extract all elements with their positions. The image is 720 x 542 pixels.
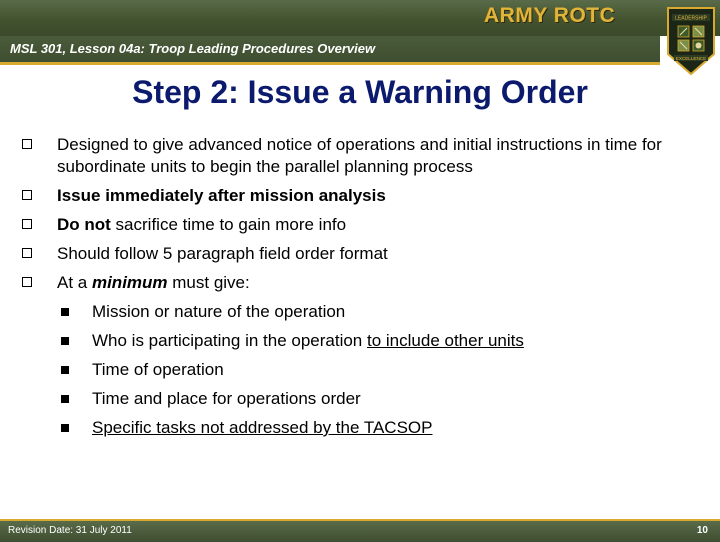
bullet-text: sacrifice time to gain more info — [110, 215, 347, 234]
bullet-text: must give: — [167, 273, 250, 292]
sub-bullet-text: Time and place for operations order — [92, 389, 361, 408]
filled-square-bullet-icon — [61, 366, 69, 374]
svg-text:LEADERSHIP: LEADERSHIP — [675, 15, 707, 22]
list-item — [0, 185, 720, 207]
top-banner — [0, 0, 720, 36]
sub-bullet-text: Mission or nature of the operation — [92, 302, 346, 321]
filled-square-bullet-icon — [61, 337, 69, 345]
list-item — [0, 243, 720, 265]
list-item — [0, 272, 720, 294]
sub-list-item — [0, 359, 720, 381]
sub-list-item — [0, 388, 720, 410]
sub-bullet-text: Who is participating in the operation — [92, 331, 367, 350]
hollow-square-bullet-icon — [22, 190, 32, 200]
sub-list-item — [0, 330, 720, 352]
hollow-square-bullet-icon — [22, 219, 32, 229]
bullet-text: At a — [57, 273, 92, 292]
bullet-list — [0, 134, 720, 446]
lesson-banner — [0, 36, 660, 65]
list-item — [0, 214, 720, 236]
bullet-text: Should follow 5 paragraph field order format — [57, 244, 388, 263]
bullet-emphasis: minimum — [91, 273, 168, 292]
bullet-emphasis: Do not — [57, 215, 111, 234]
revision-date: Revision Date: 31 July 2011 — [8, 525, 132, 536]
filled-square-bullet-icon — [61, 308, 69, 316]
bullet-text: Designed to give advanced notice of operations and initial instructions in time for subordinate units to begin the parallel planning process — [57, 135, 662, 176]
lesson-title: MSL 301, Lesson 04a: Troop Leading Procedures Overview — [10, 41, 376, 56]
svg-text:EXCELLENCE: EXCELLENCE — [675, 55, 707, 61]
filled-square-bullet-icon — [61, 395, 69, 403]
sub-bullet-text: Time of operation — [92, 360, 224, 379]
rotc-emblem-icon — [666, 6, 716, 76]
sub-bullet-underlined: to include other units — [367, 331, 524, 350]
page-number: 10 — [696, 525, 708, 536]
sub-bullet-underlined: Specific tasks not addressed by the TACSOP — [92, 418, 433, 437]
bullet-text: Issue immediately after mission analysis — [57, 186, 386, 205]
hollow-square-bullet-icon — [22, 139, 32, 149]
sub-list-item — [0, 301, 720, 323]
filled-square-bullet-icon — [61, 424, 69, 432]
list-item — [0, 134, 720, 178]
sub-list-item — [0, 417, 720, 439]
footer-bar — [0, 519, 720, 542]
army-rotc-logo: ARMY ROTC — [484, 4, 616, 27]
hollow-square-bullet-icon — [22, 248, 32, 258]
hollow-square-bullet-icon — [22, 277, 32, 287]
slide-title: Step 2: Issue a Warning Order — [132, 74, 588, 110]
